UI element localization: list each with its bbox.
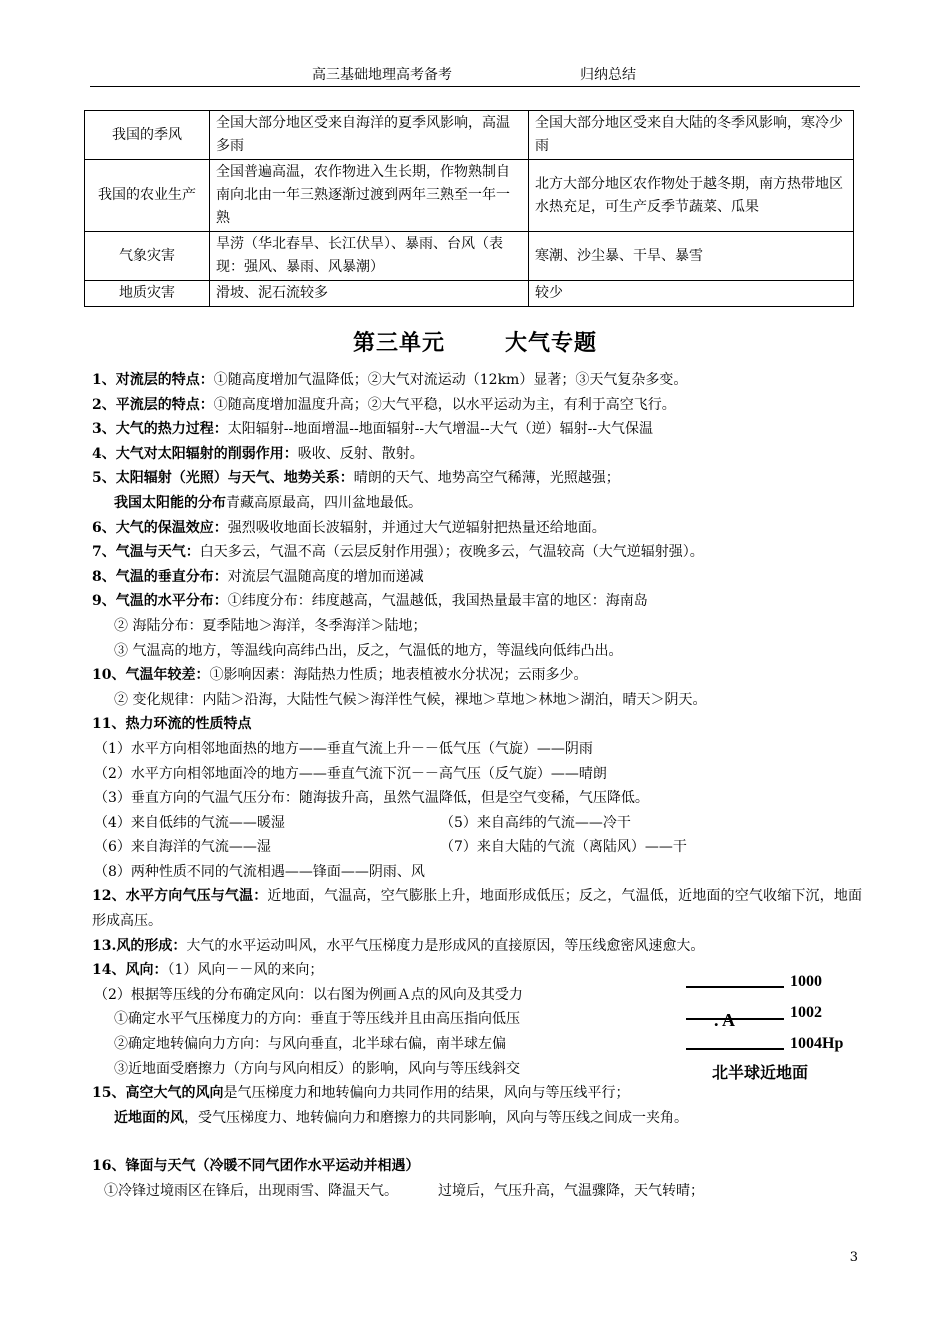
- note-item-5b: 我国太阳能的分布青藏高原最高，四川盆地最低。: [114, 494, 422, 511]
- isobar-label-1004: 1004Hp: [790, 1035, 844, 1052]
- row-label: 我国的农业生产: [85, 160, 210, 232]
- unit-number: 第三单元: [352, 330, 445, 356]
- note-item-14-3: ①确定水平气压梯度力的方向：垂直于等压线并且由高压指向低压: [114, 1011, 520, 1028]
- winter-cell: 全国大部分地区受来自大陆的冬季风影响，寒冷少雨: [529, 111, 854, 160]
- unit-topic: 大气专题: [505, 330, 598, 356]
- table-row: [85, 160, 854, 232]
- note-item-14-4: ②确定地转偏向力方向：与风向垂直，北半球右偏，南半球左偏: [114, 1036, 506, 1053]
- note-item-3: 3、大气的热力过程：太阳辐射--地面增温--地面辐射--大气增温--大气（逆）辐射--大气保温: [92, 421, 654, 438]
- diagram-caption: 北半球近地面: [712, 1063, 809, 1082]
- row-label: 地质灾害: [85, 281, 210, 307]
- note-item-8: 8、气温的垂直分布：对流层气温随高度的增加而递减: [92, 568, 424, 585]
- note-item-4: 4、大气对太阳辐射的削弱作用：吸收、反射、散射。: [92, 445, 424, 462]
- note-item-14-5: ③近地面受磨擦力（方向与风向相反）的影响，风向与等压线斜交: [114, 1060, 520, 1077]
- row-label: 我国的季风: [85, 111, 210, 160]
- table-row: [85, 281, 854, 307]
- note-item-14-2: （2）根据等压线的分布确定风向：以右图为例画Ａ点的风向及其受力: [94, 986, 523, 1003]
- note-item-12: 12、水平方向气压与气温：近地面，气温高，空气膨胀上升，地面形成低压；反之，气温低，近地面的空气收缩下沉，地面形成高压。: [92, 888, 863, 930]
- winter-cell: 较少: [529, 281, 854, 307]
- page-header: [90, 64, 860, 87]
- page-number: 3: [849, 1250, 858, 1265]
- unit-title: [0, 326, 950, 357]
- point-a-label: . A: [714, 1010, 736, 1030]
- note-item-11-8: （8）两种性质不同的气流相遇——锋面——阴雨、风: [94, 863, 425, 880]
- note-item-5: 5、太阳辐射（光照）与天气、地势关系：晴朗的天气、地势高空气稀薄，光照越强；: [92, 470, 620, 487]
- note-item-15: 15、高空大气的风向是气压梯度力和地转偏向力共同作用的结果，风向与等压线平行；: [92, 1085, 630, 1102]
- table-row: [85, 232, 854, 281]
- note-item-1: 1、对流层的特点：①随高度增加气温降低；②大气对流运动（12km）显著；③天气复杂多变。: [92, 372, 688, 388]
- note-item-16-1: ①冷锋过境雨区在锋后，出现雨雪、降温天气。 过境后，气压升高，气温骤降，天气转晴；: [104, 1183, 704, 1199]
- note-item-13: 13.风的形成：大气的水平运动叫风，水平气压梯度力是形成风的直接原因，等压线愈密风速愈大。: [92, 937, 705, 954]
- row-label: 气象灾害: [85, 232, 210, 281]
- winter-cell: 北方大部分地区农作物处于越冬期，南方热带地区水热充足，可生产反季节蔬菜、瓜果: [529, 160, 854, 232]
- note-item-2: 2、平流层的特点：①随高度增加温度升高；②大气平稳，以水平运动为主，有利于高空飞行。: [92, 396, 676, 413]
- note-item-9-2: ② 海陆分布：夏季陆地＞海洋，冬季海洋＞陆地；: [114, 617, 427, 634]
- note-item-15b: 近地面的风，受气压梯度力、地转偏向力和磨擦力的共同影响，风向与等压线之间成一夹角。: [114, 1109, 688, 1126]
- header-title: 高三基础地理高考备考: [312, 67, 452, 83]
- isobar-label-1000: 1000: [790, 973, 822, 990]
- note-item-16: 16、锋面与天气（冷暖不同气团作水平运动并相遇）: [92, 1158, 420, 1175]
- summer-cell: 全国大部分地区受来自海洋的夏季风影响，高温多雨: [210, 111, 529, 160]
- note-item-11-6-7: （6）来自海洋的气流——湿 （7）来自大陆的气流（离陆风）——干: [94, 839, 687, 856]
- note-item-6: 6、大气的保温效应：强烈吸收地面长波辐射，并通过大气逆辐射把热量还给地面。: [92, 519, 606, 536]
- note-item-11-4-5: （4）来自低纬的气流——暖湿 （5）来自高纬的气流——冷干: [94, 814, 631, 831]
- summer-cell: 旱涝（华北春旱、长江伏旱）、暴雨、台风（表现：强风、暴雨、风暴潮）: [210, 232, 529, 281]
- note-item-7: 7、气温与天气：白天多云，气温不高（云层反射作用强）；夜晚多云，气温较高（大气逆辐射强）。: [92, 544, 704, 561]
- summer-cell: 滑坡、泥石流较多: [210, 281, 529, 307]
- summer-cell: 全国普遍高温，农作物进入生长期，作物熟制自南向北由一年三熟逐渐过渡到两年三熟至一年一熟: [210, 160, 529, 232]
- note-item-11: 11、热力环流的性质特点: [92, 716, 252, 733]
- note-item-9-3: ③ 气温高的地方，等温线向高纬凸出，反之，气温低的地方，等温线向低纬凸出。: [114, 642, 623, 659]
- header-subtitle: 归纳总结: [580, 67, 636, 83]
- note-item-14: 14、风向：（1）风向－－风的来向；: [92, 962, 324, 979]
- winter-cell: 寒潮、沙尘暴、干旱、暴雪: [529, 232, 854, 281]
- note-item-11-2: （2）水平方向相邻地面冷的地方——垂直气流下沉－－高气压（反气旋）——晴朗: [94, 765, 607, 782]
- table-row: [85, 111, 854, 160]
- note-item-10-2: ② 变化规律：内陆＞沿海，大陆性气候＞海洋性气候，裸地＞草地＞林地＞湖泊，晴天＞阴天。: [114, 691, 707, 708]
- season-comparison-table: [84, 110, 854, 307]
- isobar-diagram: [684, 966, 864, 1086]
- note-item-11-3: （3）垂直方向的气温气压分布：随海拔升高，虽然气温降低，但是空气变稀，气压降低。: [94, 790, 649, 807]
- note-item-11-1: （1）水平方向相邻地面热的地方——垂直气流上升－－低气压（气旋）——阴雨: [94, 740, 593, 757]
- note-item-10: 10、气温年较差：①影响因素：海陆热力性质；地表植被水分状况；云雨多少。: [92, 667, 588, 684]
- isobar-label-1002: 1002: [790, 1004, 822, 1021]
- note-item-9: 9、气温的水平分布：①纬度分布：纬度越高，气温越低，我国热量最丰富的地区：海南岛: [92, 593, 648, 610]
